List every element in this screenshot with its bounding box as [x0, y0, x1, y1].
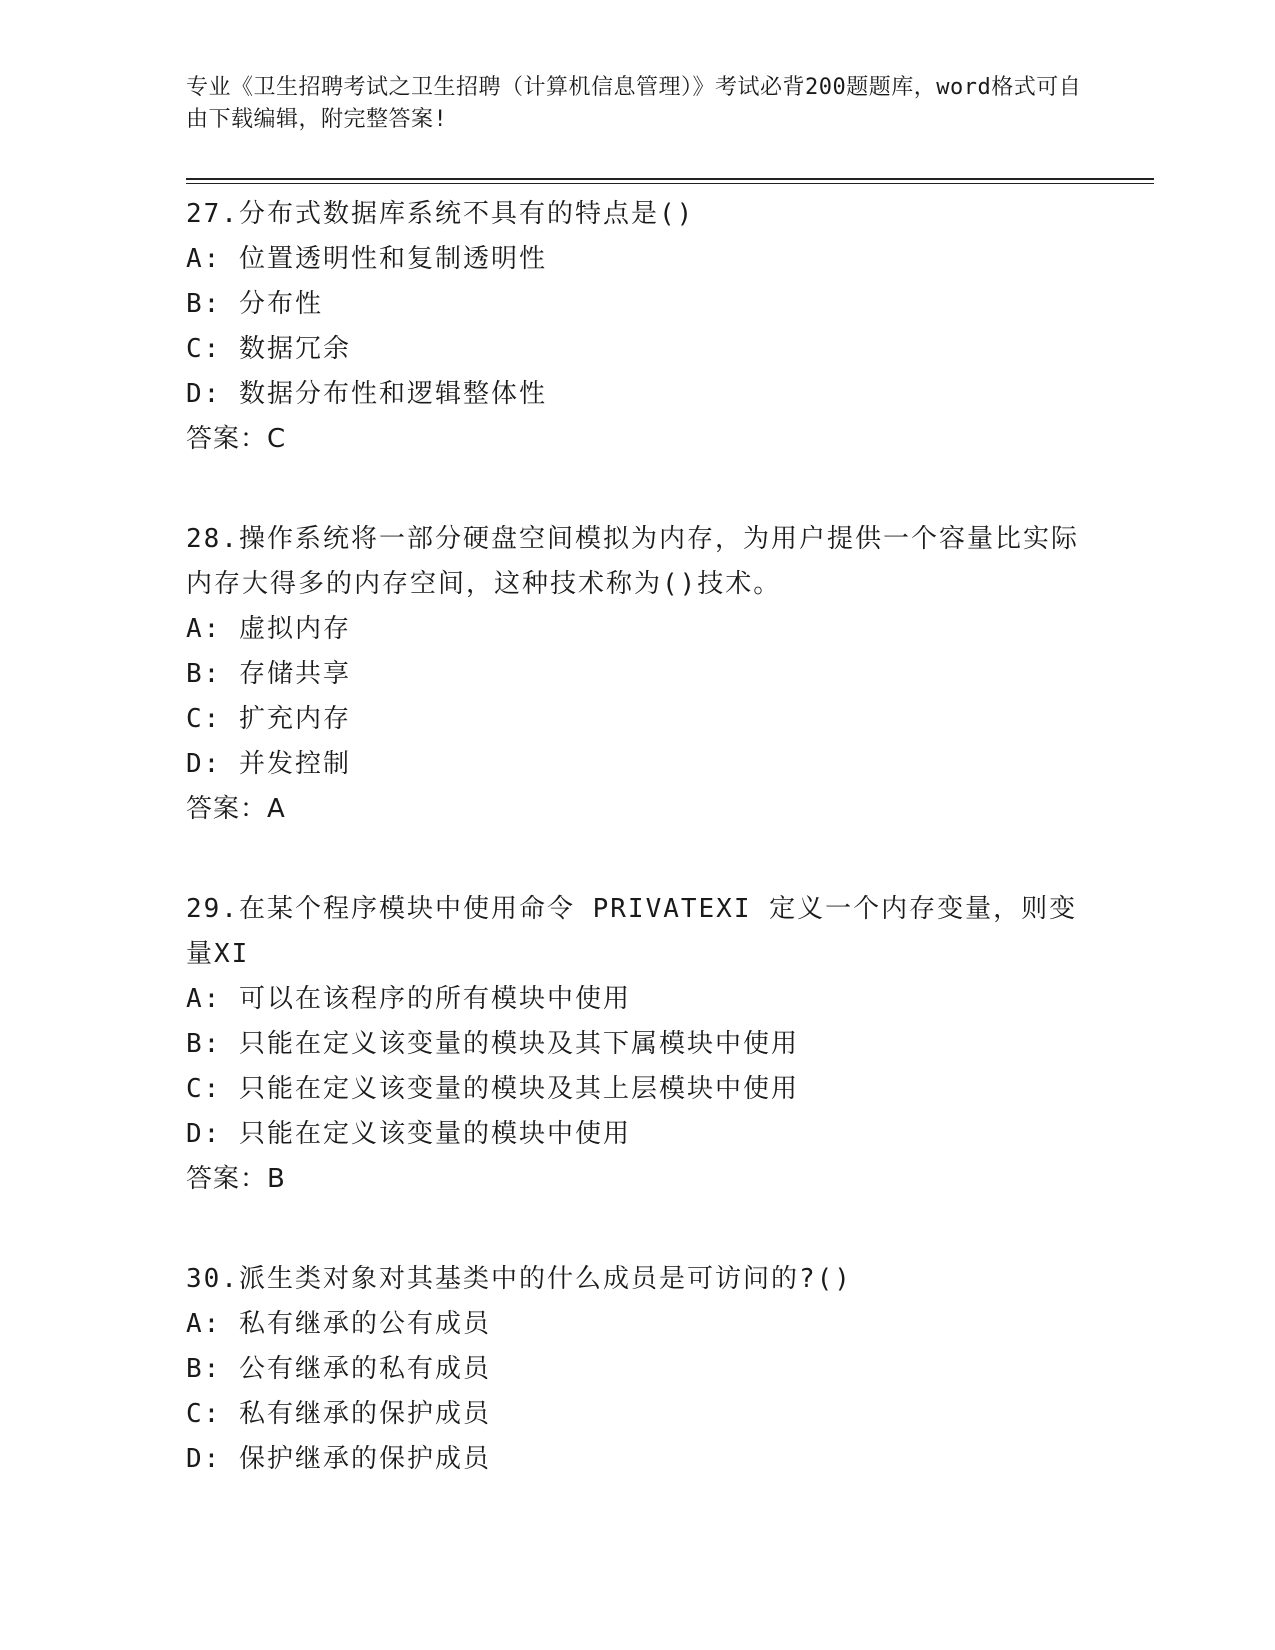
option-d: D: 只能在定义该变量的模块中使用: [186, 1119, 631, 1149]
header-divider-bottom: [186, 183, 1154, 184]
option-a: A: 虚拟内存: [186, 614, 351, 644]
option-a: A: 可以在该程序的所有模块中使用: [186, 984, 631, 1014]
option-c: C: 私有继承的保护成员: [186, 1399, 491, 1429]
option-a: A: 私有继承的公有成员: [186, 1309, 491, 1339]
question-stem: 29.在某个程序模块中使用命令 PRIVATEXI 定义一个内存变量，则变量XI: [186, 894, 1078, 969]
answer-label: 答案：C: [186, 424, 287, 454]
option-b: B: 存储共享: [186, 659, 351, 689]
answer-label: 答案：A: [186, 794, 286, 824]
question-29: [186, 887, 1086, 1202]
option-d: D: 数据分布性和逻辑整体性: [186, 379, 547, 409]
document-header: 专业《卫生招聘考试之卫生招聘（计算机信息管理）》考试必背200题题库，word格式可自由下载编辑，附完整答案!: [186, 75, 1082, 132]
question-28: [186, 517, 1086, 832]
option-b: B: 只能在定义该变量的模块及其下属模块中使用: [186, 1029, 799, 1059]
option-d: D: 并发控制: [186, 749, 351, 779]
option-a: A: 位置透明性和复制透明性: [186, 244, 547, 274]
option-d: D: 保护继承的保护成员: [186, 1444, 491, 1474]
question-list: [186, 192, 1086, 1537]
question-stem: 27.分布式数据库系统不具有的特点是(): [186, 199, 695, 229]
header-divider-top: [186, 178, 1154, 180]
option-b: B: 分布性: [186, 289, 323, 319]
option-c: C: 扩充内存: [186, 704, 351, 734]
option-b: B: 公有继承的私有成员: [186, 1354, 491, 1384]
option-c: C: 只能在定义该变量的模块及其上层模块中使用: [186, 1074, 799, 1104]
option-c: C: 数据冗余: [186, 334, 351, 364]
answer-label: 答案：B: [186, 1164, 286, 1194]
question-30: [186, 1257, 1086, 1482]
question-stem: 30.派生类对象对其基类中的什么成员是可访问的?(): [186, 1264, 852, 1294]
question-stem: 28.操作系统将一部分硬盘空间模拟为内存，为用户提供一个容量比实际内存大得多的内存空间，这种技术称为()技术。: [186, 524, 1079, 599]
question-27: [186, 192, 1086, 462]
